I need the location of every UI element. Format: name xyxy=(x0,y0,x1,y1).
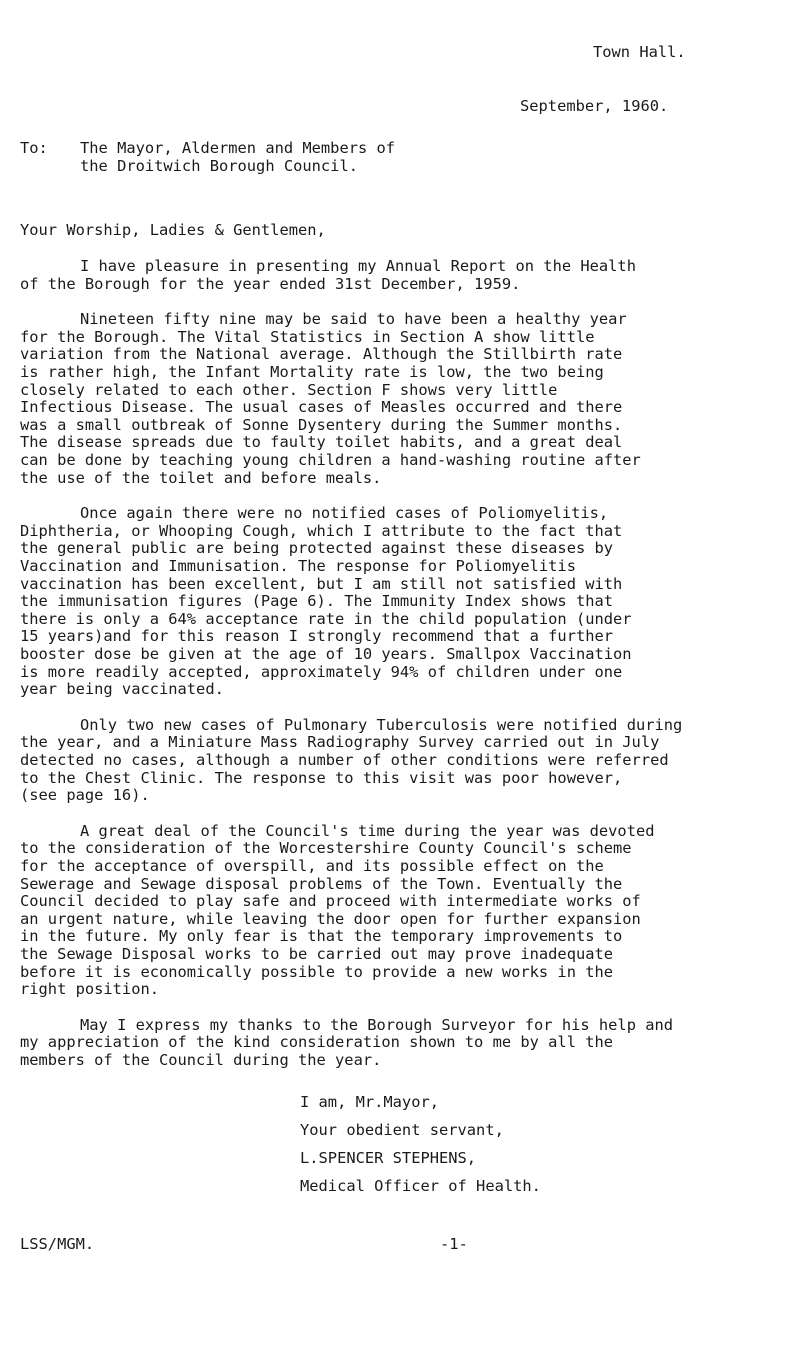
text-line: was a small outbreak of Sonne Dysentery during the Summer months. xyxy=(20,415,623,434)
text-line: booster dose be given at the age of 10 years. Smallpox Vaccination xyxy=(20,644,632,663)
text-line: Only two new cases of Pulmonary Tuberculosis were notified during xyxy=(80,715,683,734)
text-line: an urgent nature, while leaving the door open for further expansion xyxy=(20,909,641,928)
text-line: 15 years)and for this reason I strongly recommend that a further xyxy=(20,627,614,646)
text-line: the general public are being protected against these diseases by xyxy=(20,539,614,558)
text-line: my appreciation of the kind consideration shown to me by all the xyxy=(20,1033,614,1052)
text-line: closely related to each other. Section F shows very little xyxy=(20,380,558,399)
page-number: -1- xyxy=(440,1234,468,1253)
text-line: can be done by teaching young children a hand-washing routine after xyxy=(20,450,641,469)
text-line: for the acceptance of overspill, and its possible effect on the xyxy=(20,856,604,875)
text-line: A great deal of the Council's time during the year was devoted xyxy=(80,821,655,840)
text-line: vaccination has been excellent, but I am still not satisfied with xyxy=(20,574,623,593)
text-line: (see page 16). xyxy=(20,786,150,805)
text-line: is rather high, the Infant Mortality rate is low, the two being xyxy=(20,362,604,381)
text-line: for the Borough. The Vital Statistics in Section A show little xyxy=(20,327,595,346)
text-line: Once again there were no notified cases of Poliomyelitis, xyxy=(80,504,609,523)
paragraph-thanks xyxy=(20,1017,800,1070)
text-line: of the Borough for the year ended 31st December, 1959. xyxy=(20,274,521,293)
footer-reference: LSS/MGM. xyxy=(20,1234,95,1253)
signature-name: L.SPENCER STEPHENS, xyxy=(300,1148,477,1167)
paragraph-health-year xyxy=(20,311,800,487)
closing-line: Your obedient servant, xyxy=(300,1120,504,1139)
text-line: in the future. My only fear is that the temporary improvements to xyxy=(20,927,623,946)
text-line: right position. xyxy=(20,980,159,999)
text-line: year being vaccinated. xyxy=(20,680,224,699)
text-line: May I express my thanks to the Borough Surveyor for his help and xyxy=(80,1015,674,1034)
text-line: detected no cases, although a number of other conditions were referred xyxy=(20,750,669,769)
text-line: Nineteen fifty nine may be said to have been a healthy year xyxy=(80,310,627,329)
addressee-lines xyxy=(80,140,395,175)
text-line: members of the Council during the year. xyxy=(20,1050,382,1069)
text-line: variation from the National average. Although the Stillbirth rate xyxy=(20,345,623,364)
text-line: to the consideration of the Worcestershire County Council's scheme xyxy=(20,839,632,858)
salutation: Your Worship, Ladies & Gentlemen, xyxy=(20,221,326,239)
letter-date: September, 1960. xyxy=(520,97,669,115)
paragraph-tuberculosis xyxy=(20,717,800,805)
closing-line: I am, Mr.Mayor, xyxy=(300,1092,439,1111)
text-line: the immunisation figures (Page 6). The Immunity Index shows that xyxy=(20,592,614,611)
text-line: Infectious Disease. The usual cases of Measles occurred and there xyxy=(20,398,623,417)
text-line: is more readily accepted, approximately 94% of children under one xyxy=(20,662,623,681)
text-line: Diphtheria, or Whooping Cough, which I attribute to the fact that xyxy=(20,521,623,540)
addressee-label: To: xyxy=(20,139,48,157)
text-line: to the Chest Clinic. The response to this visit was poor however, xyxy=(20,768,623,787)
address-line: Town Hall. xyxy=(593,43,686,61)
addressee-line: The Mayor, Aldermen and Members of xyxy=(80,139,396,157)
text-line: Sewerage and Sewage disposal problems of the Town. Eventually the xyxy=(20,874,623,893)
text-line: the use of the toilet and before meals. xyxy=(20,468,382,487)
text-line: Vaccination and Immunisation. The response for Poliomyelitis xyxy=(20,556,576,575)
text-line: I have pleasure in presenting my Annual Report on the Health xyxy=(80,257,636,275)
paragraph-intro xyxy=(20,258,800,293)
addressee-line: the Droitwich Borough Council. xyxy=(80,156,358,175)
text-line: Council decided to play safe and proceed with intermediate works of xyxy=(20,892,641,911)
paragraph-immunisation xyxy=(20,505,800,699)
paragraph-overspill xyxy=(20,823,800,999)
text-line: the Sewage Disposal works to be carried out may prove inadequate xyxy=(20,944,614,963)
text-line: there is only a 64% acceptance rate in the child population (under xyxy=(20,609,632,628)
text-line: the year, and a Miniature Mass Radiography Survey carried out in July xyxy=(20,733,660,752)
text-line: The disease spreads due to faulty toilet habits, and a great deal xyxy=(20,433,623,452)
text-line: before it is economically possible to provide a new works in the xyxy=(20,962,614,981)
signature-title: Medical Officer of Health. xyxy=(300,1176,541,1195)
